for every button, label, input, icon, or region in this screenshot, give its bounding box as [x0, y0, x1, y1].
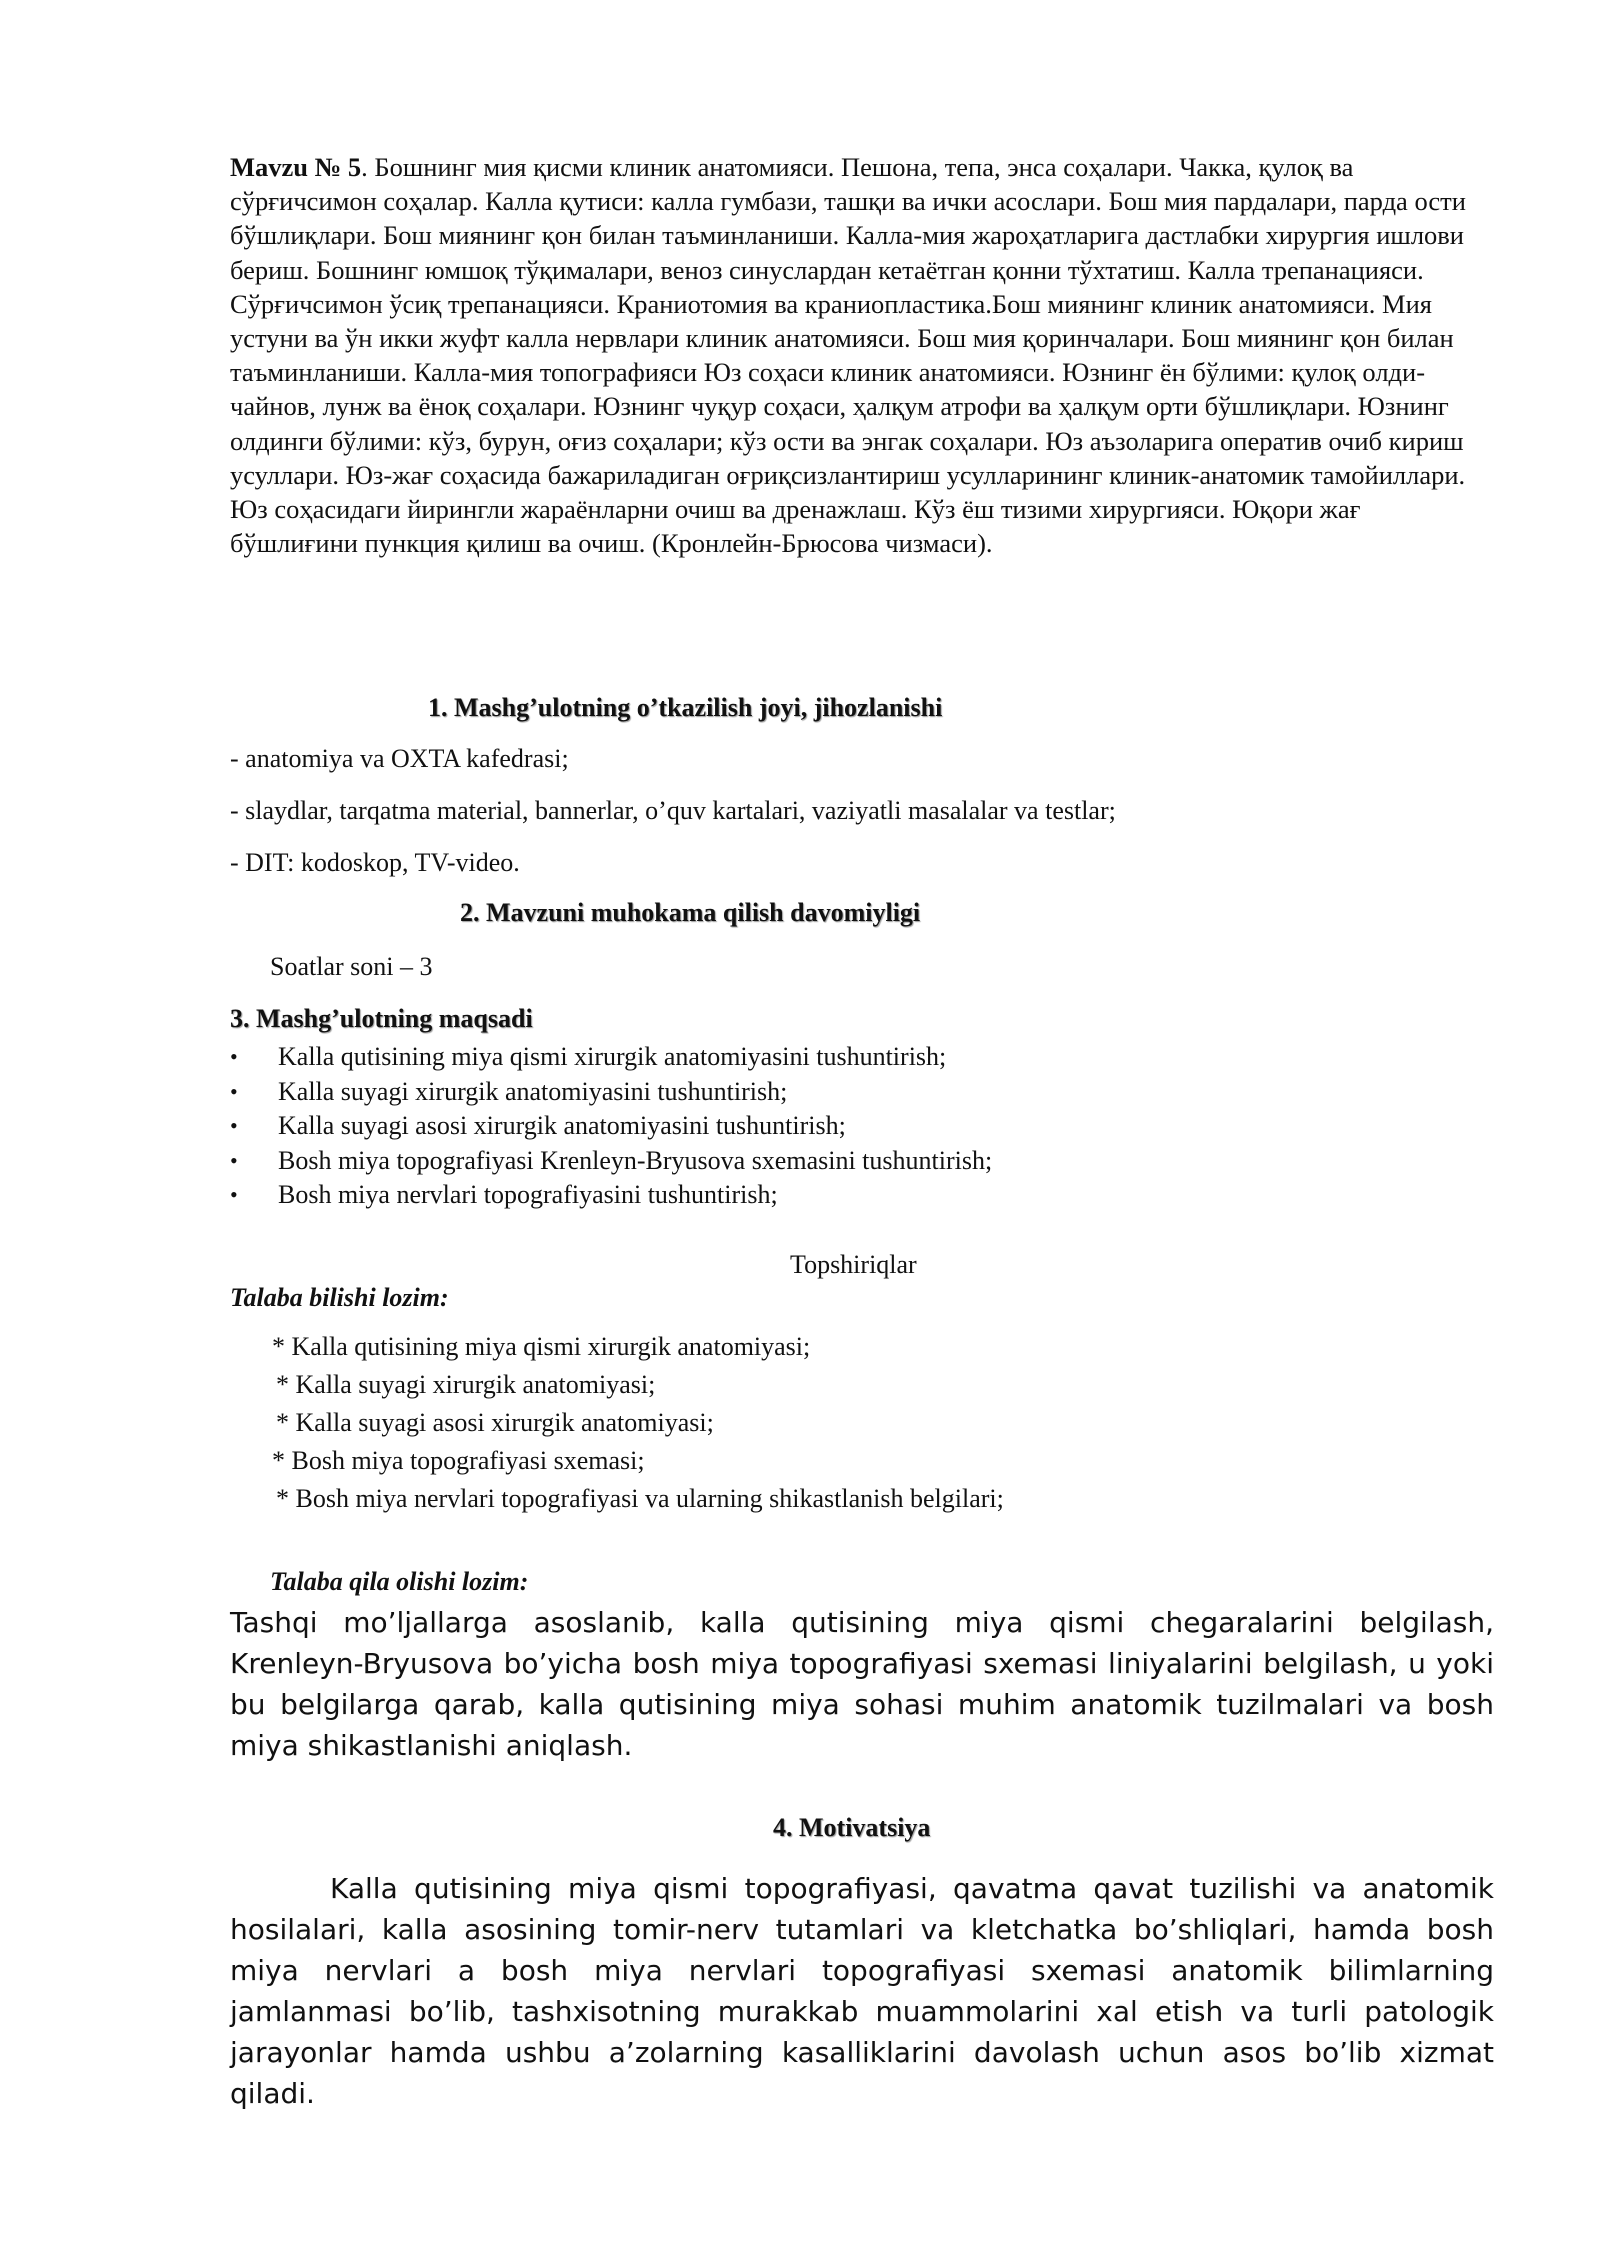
goal-item: • Bosh miya topografiyasi Krenleyn-Bryusova sxemasini tushuntirish;: [230, 1144, 1430, 1179]
bullet-icon: •: [230, 1078, 238, 1104]
section-1-heading: 1. Mashg’ulotning o’tkazilish joyi, jihozlanishi: [428, 693, 943, 722]
bullet-icon: •: [230, 1182, 238, 1207]
must-know-item: * Bosh miya topografiyasi sxemasi;: [272, 1446, 645, 1475]
goal-item: • Bosh miya nervlari topografiyasini tushuntirish;: [230, 1178, 1430, 1213]
topic-text: . Бошнинг мия қисми клиник анатомияси. Пешона, тепа, энса соҳалари. Чакка, қулоқ ва сўрғичсимон соҳалар. Калла қутиси: калла гумбази, ташқи ва ички асослари. Бош мия пардалари, парда ости бўшлиқлари. Бош миянинг қон билан таъминланиши. Калла-мия жароҳатларига дастлабки хирургия ишлови бериш. Бошнинг юмшоқ тўқималари, веноз синуслардан кетаётган қонни тўхтатиш. Калла трепанацияси. Сўрғичсимон ўсиқ трепанацияси. Краниотомия ва краниопластика.Бош миянинг клиник анатомияси. Мия устуни ва ўн икки жуфт калла нервлари клиник анатомияси. Бош мия қоринчалари. Бош миянинг қон билан таъминланиши. Калла-мия топографияси Юз соҳаси клиник анатомияси. Юзнинг ён бўлими: қулоқ олди-чайнов, лунж ва ёноқ соҳалари. Юзнинг чуқур соҳаси, ҳалқум атрофи ва ҳалқум орти бўшлиқлари. Юзнинг олдинги бўлими: кўз, бурун, оғиз соҳалари; кўз ости ва энгак соҳалари. Юз аъзоларига оператив очиб кириш усуллари. Юз-жағ соҳасида бажариладиган оғриқсизлантириш усулларининг клиник-анатомик тамойиллари. Юз соҳасидаги йирингли жараёнларни очиш ва дренажлаш. Кўз ёш тизими хирургияси. Юқори жағ бўшлиғини пункция қилиш ва очиш. (Кронлейн-Брюсова чизмаси).: [230, 152, 1466, 559]
section-1-item-2: - slaydlar, tarqatma material, bannerlar, o’quv kartalari, vaziyatli masalalar va testlar;: [230, 796, 1116, 825]
must-do-label: Talaba qila olishi lozim:: [270, 1567, 529, 1596]
bullet-icon: •: [230, 1147, 238, 1173]
tasks-title: Topshiriqlar: [790, 1250, 917, 1279]
goal-item: • Kalla suyagi asosi xirurgik anatomiyasini tushuntirish;: [230, 1109, 1430, 1144]
section-1-item-1: - anatomiya va OXTA kafedrasi;: [230, 744, 569, 773]
goals-list: [230, 1040, 1430, 1213]
must-do-paragraph: Tashqi mo’ljallarga asoslanib, kalla qutisining miya qismi chegaralarini belgilash, Krenleyn-Bryusova bo’yicha bosh miya topografiyasi sxemasi liniyalarini belgilash, u yoki bu belgilarga qarab, kalla qutisining miya sohasi muhim anatomik tuzilmalari va bosh miya shikastlanishi aniqlash.: [230, 1606, 1494, 1762]
topic-paragraph: [230, 150, 1490, 560]
bullet-icon: •: [230, 1113, 238, 1138]
section-4-heading: 4. Motivatsiya: [773, 1813, 931, 1842]
must-know-label: Talaba bilishi lozim:: [230, 1283, 449, 1312]
goal-item: • Kalla suyagi xirurgik anatomiyasini tushuntirish;: [230, 1075, 1430, 1110]
section-1-item-3: - DIT: kodoskop, TV-video.: [230, 848, 520, 877]
hours-count: Soatlar soni – 3: [270, 952, 433, 981]
bullet-icon: •: [230, 1044, 238, 1069]
must-know-item: * Kalla suyagi asosi xirurgik anatomiyasi;: [276, 1408, 714, 1437]
topic-label: Mavzu № 5: [230, 152, 362, 182]
section-3-heading: 3. Mashg’ulotning maqsadi: [230, 1004, 533, 1033]
section-2-heading: 2. Mavzuni muhokama qilish davomiyligi: [460, 898, 921, 927]
motivation-paragraph: Kalla qutisining miya qismi topografiyasi, qavatma qavat tuzilishi va anatomik hosilalari, kalla asosining tomir-nerv tutamlari va kletchatka bo’shliqlari, hamda bosh miya nervlari a bosh miya nervlari topografiyasi sxemasi anatomik bilimlarning jamlanmasi bo’lib, tashxisotning murakkab muammolarini xal etish va turli patologik jarayonlar hamda ushbu a’zolarning kasalliklarini davolash uchun asos bo’lib xizmat qiladi.: [230, 1872, 1494, 2110]
must-know-list: [272, 1328, 1004, 1518]
must-know-item: * Bosh miya nervlari topografiyasi va ularning shikastlanish belgilari;: [276, 1484, 1004, 1513]
goal-item: • Kalla qutisining miya qismi xirurgik anatomiyasini tushuntirish;: [230, 1040, 1430, 1075]
must-know-item: * Kalla suyagi xirurgik anatomiyasi;: [276, 1370, 656, 1399]
must-know-item: * Kalla qutisining miya qismi xirurgik anatomiyasi;: [272, 1332, 811, 1361]
